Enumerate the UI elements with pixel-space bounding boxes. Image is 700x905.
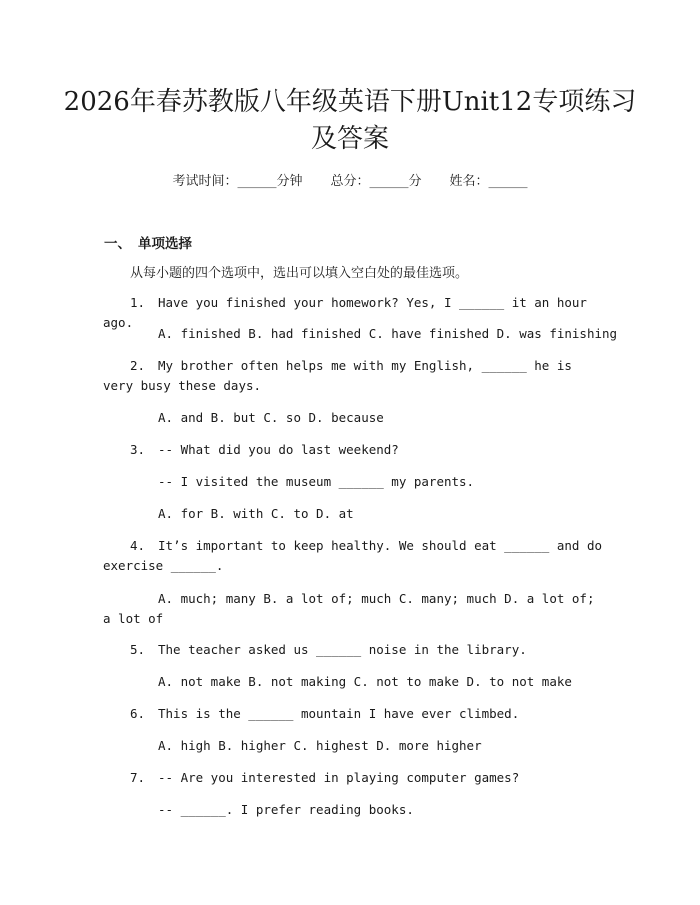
question-stem: -- Are you interested in playing computer games? (158, 770, 520, 785)
question-stem: Have you finished your homework? Yes, I ______ it an hour ago. (103, 295, 595, 330)
question-stem: The teacher asked us ______ noise in the library. (158, 642, 527, 657)
question-6 (103, 704, 603, 724)
section-title: 单项选择 (138, 236, 192, 252)
section-number: 一、 (104, 236, 131, 252)
question-3-dialogue: -- I visited the museum ______ my parents. (158, 474, 475, 489)
exam-meta (0, 170, 700, 189)
question-6-options: A. high B. higher C. highest D. more higher (158, 738, 482, 753)
question-7 (103, 768, 603, 788)
question-number: 7. (130, 770, 146, 785)
question-4-options: A. much; many B. a lot of; much C. many; much D. a lot of; a lot of (103, 591, 603, 626)
exam-score: 总分：______分 (330, 174, 422, 189)
question-stem: My brother often helps me with my English, ______ he is very busy these days. (103, 358, 580, 393)
question-5 (103, 640, 603, 660)
question-number: 3. (130, 442, 146, 457)
exam-time: 考试时间：______分钟 (172, 174, 303, 189)
question-5-options: A. not make B. not making C. not to make D. to not make (158, 674, 572, 689)
question-number: 4. (130, 538, 146, 553)
question-number: 5. (130, 642, 146, 657)
question-stem: This is the ______ mountain I have ever climbed. (158, 706, 520, 721)
section-instruction: 从每小题的四个选项中，选出可以填入空白处的最佳选项。 (130, 266, 469, 281)
question-3-options: A. for B. with C. to D. at (158, 506, 354, 521)
document-title: 2026年春苏教版八年级英语下册Unit12专项练习及答案 (63, 87, 637, 154)
question-7-dialogue: -- ______. I prefer reading books. (158, 802, 414, 817)
question-3 (103, 440, 603, 460)
question-1-options: A. finished B. had finished C. have finished D. was finishing (158, 326, 618, 341)
question-number: 1. (130, 295, 146, 310)
question-2 (103, 356, 603, 396)
question-number: 6. (130, 706, 146, 721)
section-heading (104, 232, 192, 252)
student-name: 姓名：______ (449, 174, 528, 189)
question-stem: It’s important to keep healthy. We should eat ______ and do exercise ______. (103, 538, 610, 573)
question-4 (103, 536, 610, 576)
question-number: 2. (130, 358, 146, 373)
question-stem: -- What did you do last weekend? (158, 442, 399, 457)
question-2-options: A. and B. but C. so D. because (158, 410, 384, 425)
